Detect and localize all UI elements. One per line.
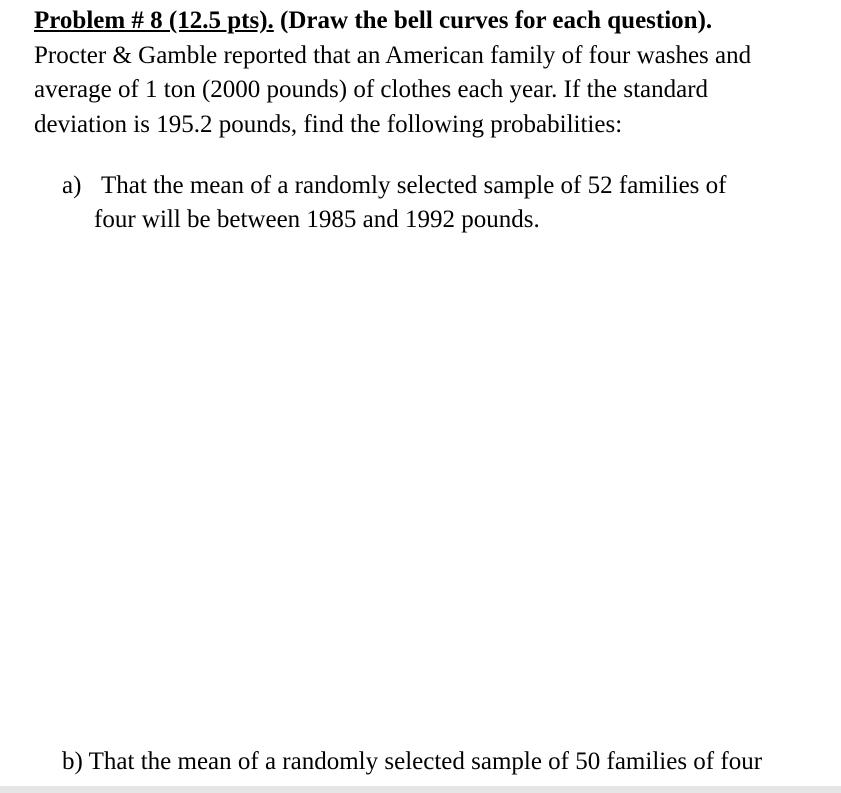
problem-title-instruction: (Draw the bell curves for each question). [273, 7, 713, 34]
question-a-text-line-2: four will be between 1985 and 1992 pounds. [94, 206, 540, 233]
problem-title-label: Problem # 8 (12.5 pts). [34, 7, 274, 34]
problem-text-line-1: Procter & Gamble reported that an American family of four washes and [34, 42, 752, 69]
problem-text-line-3: deviation is 195.2 pounds, find the following probabilities: [34, 111, 623, 138]
answer-workspace [34, 245, 804, 735]
question-b-text-line-1 [62, 745, 762, 779]
question-a-label: a) [62, 172, 82, 199]
problem-title [34, 4, 712, 38]
question-a-text-line-1: That the mean of a randomly selected sample of 52 families of [101, 172, 727, 199]
problem-text-line-2: average of 1 ton (2000 pounds) of clothes each year. If the standard [34, 76, 709, 103]
question-b-label: b) [62, 748, 83, 775]
question-b-text: That the mean of a randomly selected sample of 50 families of four [88, 748, 763, 775]
page-bottom-edge [0, 786, 841, 793]
